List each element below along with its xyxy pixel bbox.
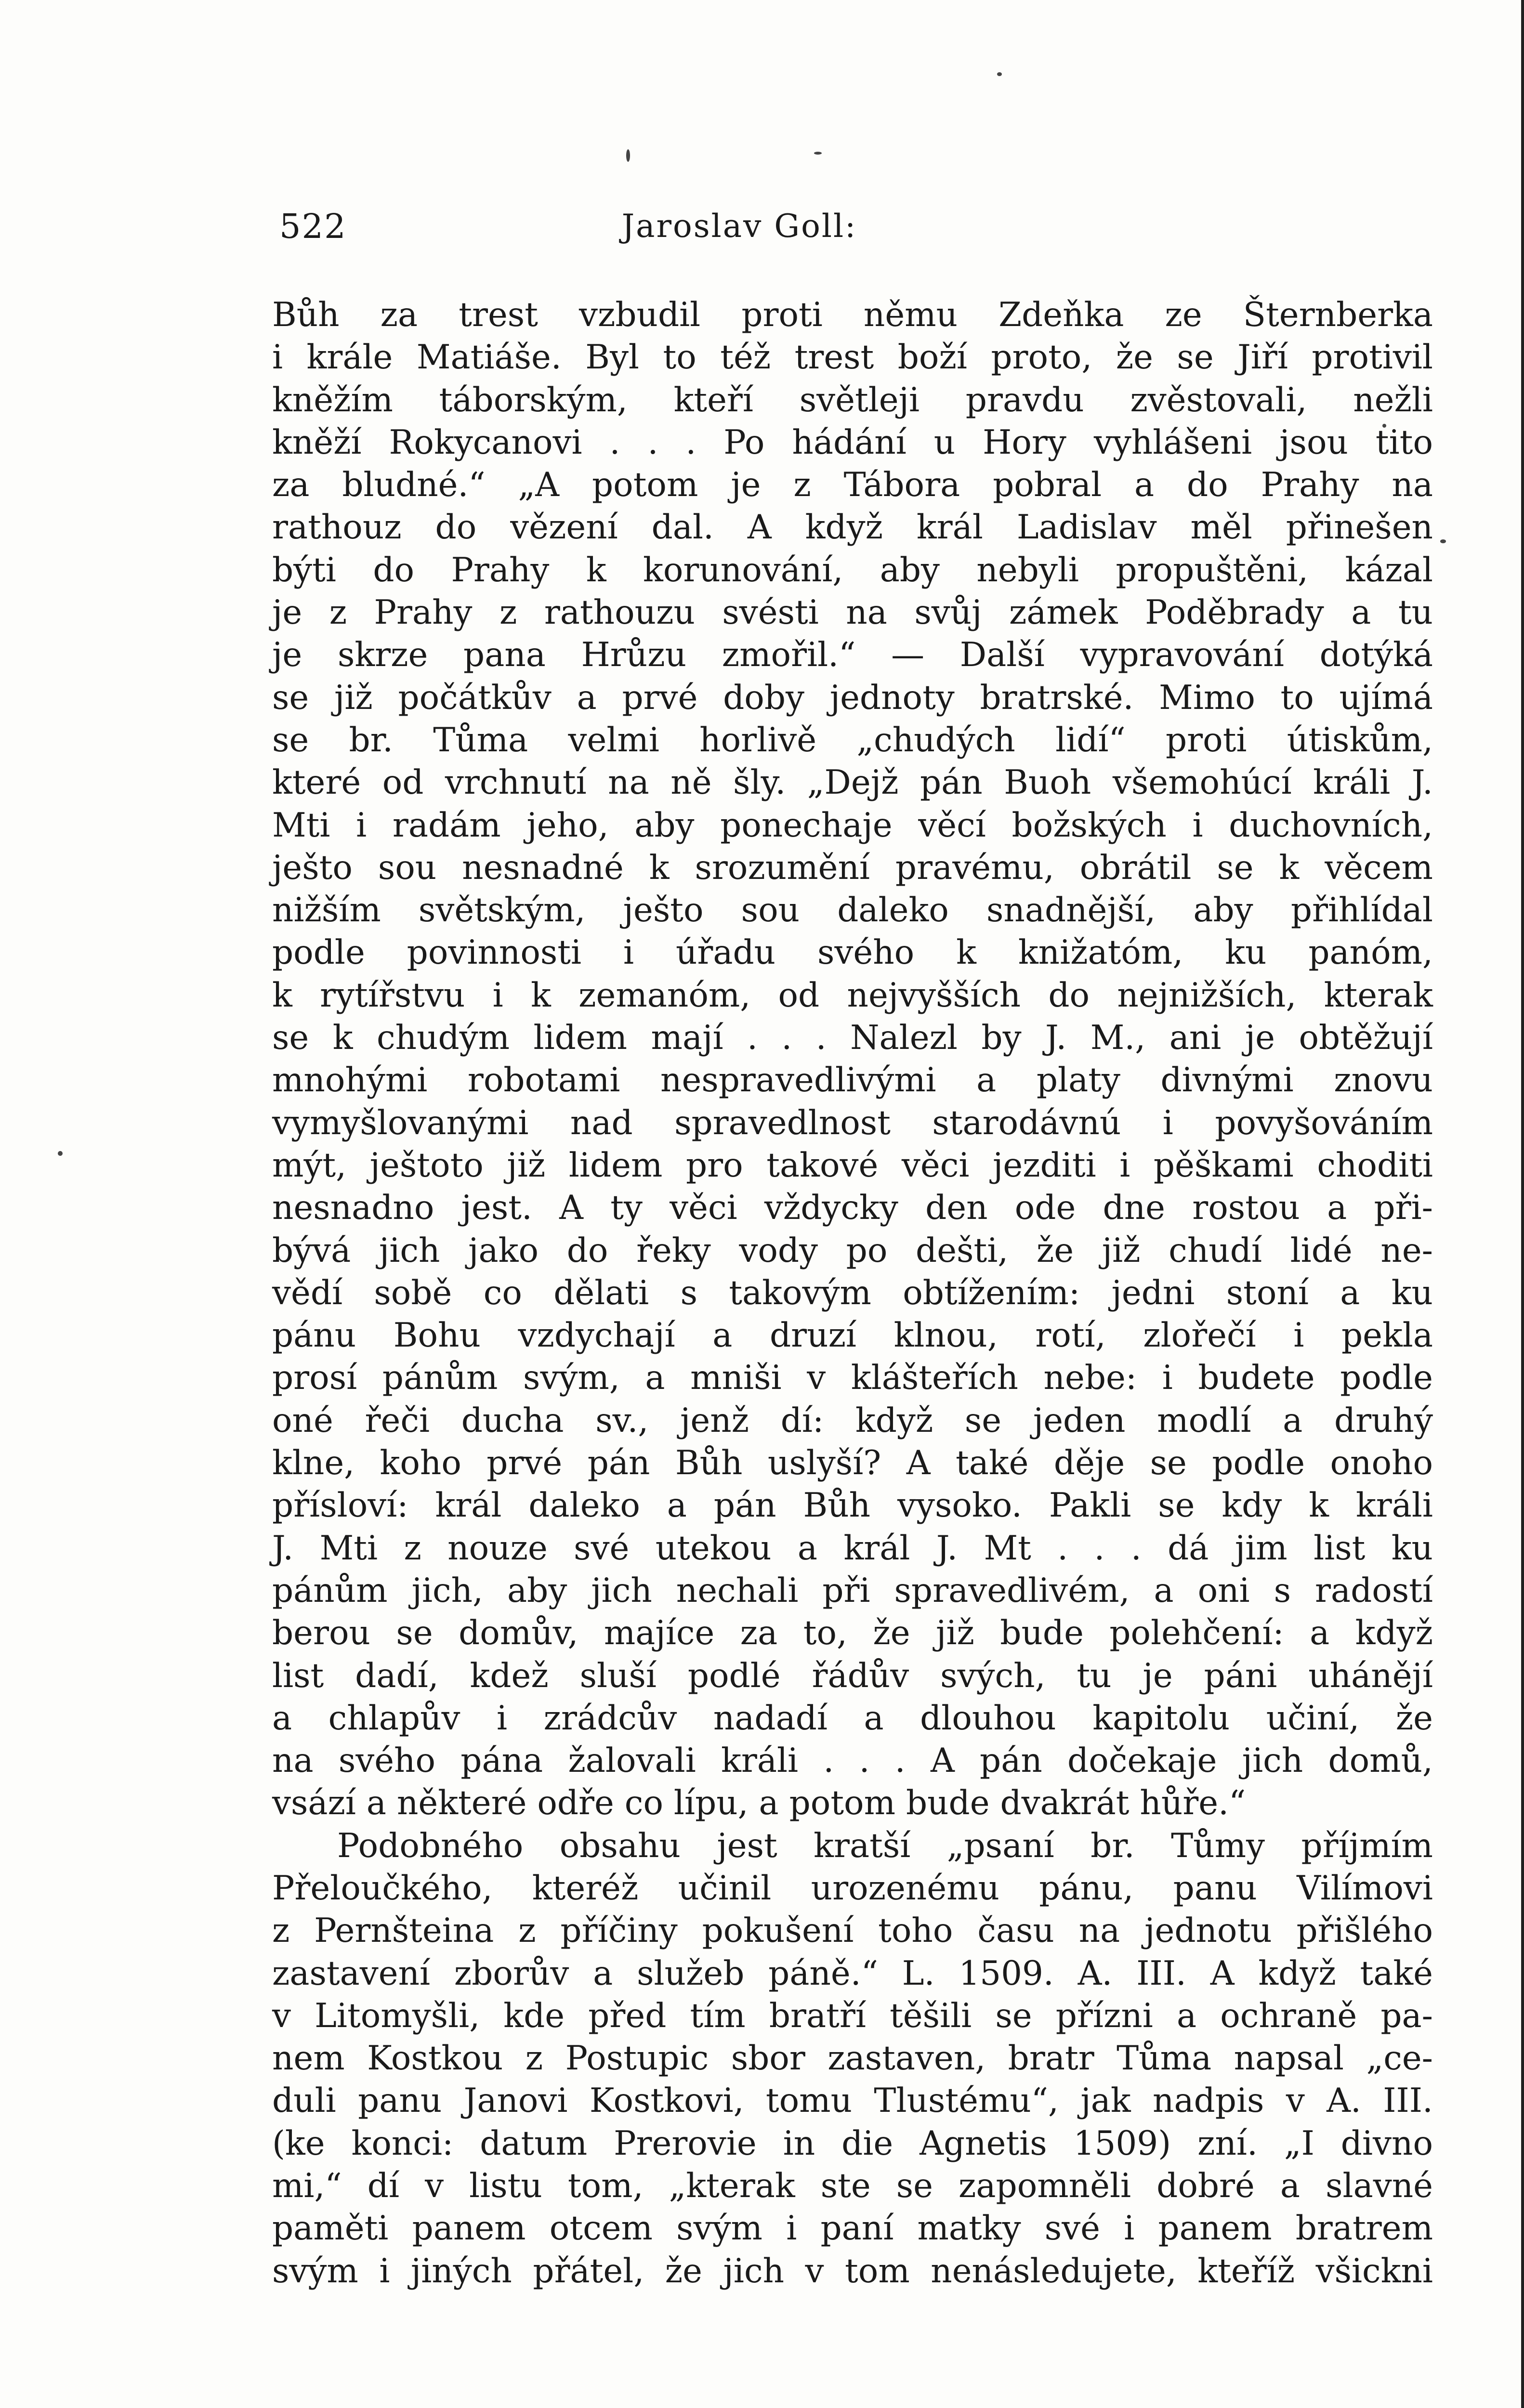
- text-line: vsází a některé odře co lípu, a potom bude dvakrát hůře.“: [272, 1784, 1246, 1823]
- text-line: se k chudým lidem mají . . . Nalezl by J. M., ani je obtěžují: [272, 1019, 1433, 1058]
- text-line: za bludné.“ „A potom je z Tábora pobral a do Prahy na: [272, 466, 1433, 505]
- text-line: pánu Bohu vzdychají a druzí klnou, rotí, zlořečí i pekla: [272, 1316, 1433, 1355]
- running-head: [279, 202, 1426, 250]
- text-line: na svého pána žalovali králi . . . A pán dočekaje jich domů,: [272, 1741, 1433, 1780]
- text-line: k rytířstvu i k zemanóm, od nejvyšších do nejnižších, kterak: [272, 976, 1433, 1015]
- body-text: [272, 294, 1433, 2292]
- text-line: list dadí, kdež sluší podlé řádův svých, tu je páni uhánějí: [272, 1656, 1433, 1695]
- text-line: nižším světským, ješto sou daleko snadnější, aby přihlídal: [272, 891, 1433, 930]
- scan-speck: [1440, 539, 1446, 543]
- text-line: Mti i radám jeho, aby ponechaje věcí božských i duchovních,: [272, 806, 1433, 845]
- text-line: kněží Rokycanovi . . . Po hádání u Hory vyhlášeni jsou tito: [272, 423, 1433, 462]
- text-line: prosí pánům svým, a mniši v klášteřích nebe: i budete podle: [272, 1359, 1433, 1398]
- text-line: býti do Prahy k korunování, aby nebyli propuštěni, kázal: [272, 550, 1433, 589]
- text-line: se br. Tůma velmi horlivě „chudých lidí“ proti útiskům,: [272, 720, 1433, 759]
- text-line: se již počátkův a prvé doby jednoty bratrské. Mimo to ujímá: [272, 678, 1433, 717]
- scan-speck: [814, 152, 822, 155]
- page-edge-right: [1521, 0, 1524, 2408]
- text-line: přísloví: král daleko a pán Bůh vysoko. Pakli se kdy k králi: [272, 1486, 1433, 1525]
- text-line: kněžím táborským, kteří světleji pravdu zvěstovali, nežli: [272, 380, 1433, 419]
- text-line: z Pernšteina z příčiny pokušení toho času na jednotu přišlého: [272, 1911, 1433, 1950]
- scan-speck: [626, 149, 630, 162]
- text-line: mýt, ještoto již lidem pro takové věci jezditi i pěškami choditi: [272, 1146, 1433, 1185]
- text-line: které od vrchnutí na ně šly. „Dejž pán Buoh všemohúcí králi J.: [272, 763, 1433, 802]
- text-line: i krále Matiáše. Byl to též trest boží proto, že se Jiří protivil: [272, 338, 1433, 377]
- scan-speck: [997, 72, 1002, 76]
- text-line: (ke konci: datum Prerovie in die Agnetis 1509) zní. „I divno: [272, 2124, 1433, 2163]
- text-line: nem Kostkou z Postupic sbor zastaven, bratr Tůma napsal „ce-: [272, 2039, 1433, 2078]
- text-line: Bůh za trest vzbudil proti němu Zdeňka ze Šternberka: [272, 296, 1433, 334]
- text-line: ješto sou nesnadné k srozumění pravému, obrátil se k věcem: [272, 848, 1433, 887]
- text-line: paměti panem otcem svým i paní matky své i panem bratrem: [272, 2209, 1433, 2248]
- text-line: klne, koho prvé pán Bůh uslyší? A také děje se podle onoho: [272, 1444, 1433, 1483]
- text-line: pánům jich, aby jich nechali při spravedlivém, a oni s radostí: [272, 1571, 1433, 1610]
- text-line: je skrze pana Hrůzu zmořil.“ — Další vypravování dotýká: [272, 636, 1433, 675]
- text-line: nesnadno jest. A ty věci vždycky den ode dne rostou a při-: [272, 1189, 1433, 1228]
- text-line: Podobného obsahu jest kratší „psaní br. Tůmy příjmím: [337, 1826, 1433, 1865]
- text-line: je z Prahy z rathouzu svésti na svůj zámek Poděbrady a tu: [272, 593, 1433, 632]
- text-line: a chlapův i zrádcův nadadí a dlouhou kapitolu učiní, že: [272, 1699, 1433, 1738]
- text-line: duli panu Janovi Kostkovi, tomu Tlustému“, jak nadpis v A. III.: [272, 2081, 1433, 2120]
- page-number: 522: [279, 207, 347, 246]
- text-line: J. Mti z nouze své utekou a král J. Mt . . . dá jim list ku: [272, 1529, 1433, 1568]
- text-line: rathouz do vězení dal. A když král Ladislav měl přinešen: [272, 508, 1433, 547]
- text-line: bývá jich jako do řeky vody po dešti, že již chudí lidé ne-: [272, 1231, 1433, 1270]
- running-head-author: Jaroslav Goll:: [621, 208, 857, 245]
- text-line: oné řeči ducha sv., jenž dí: když se jeden modlí a druhý: [272, 1401, 1433, 1440]
- text-line: zastavení zborův a služeb páně.“ L. 1509. A. III. A když také: [272, 1954, 1433, 1993]
- scan-speck: [58, 1151, 63, 1156]
- text-line: svým i jiných přátel, že jich v tom nenásledujete, kteříž všickni: [272, 2251, 1433, 2290]
- text-line: vymyšlovanými nad spravedlnost starodávnú i povyšováním: [272, 1103, 1433, 1142]
- text-line: mnohými robotami nespravedlivými a platy divnými znovu: [272, 1061, 1433, 1100]
- text-line: podle povinnosti i úřadu svého k knižatóm, ku panóm,: [272, 933, 1433, 972]
- text-line: Přeloučkého, kteréž učinil urozenému pánu, panu Vilímovi: [272, 1869, 1433, 1908]
- text-line: v Litomyšli, kde před tím bratří těšili se přízni a ochraně pa-: [272, 1996, 1433, 2035]
- text-line: berou se domův, majíce za to, že již bude polehčení: a když: [272, 1614, 1433, 1653]
- text-line: vědí sobě co dělati s takovým obtížením: jedni stoní a ku: [272, 1273, 1433, 1312]
- text-line: mi,“ dí v listu tom, „kterak ste se zapomněli dobré a slavné: [272, 2167, 1433, 2206]
